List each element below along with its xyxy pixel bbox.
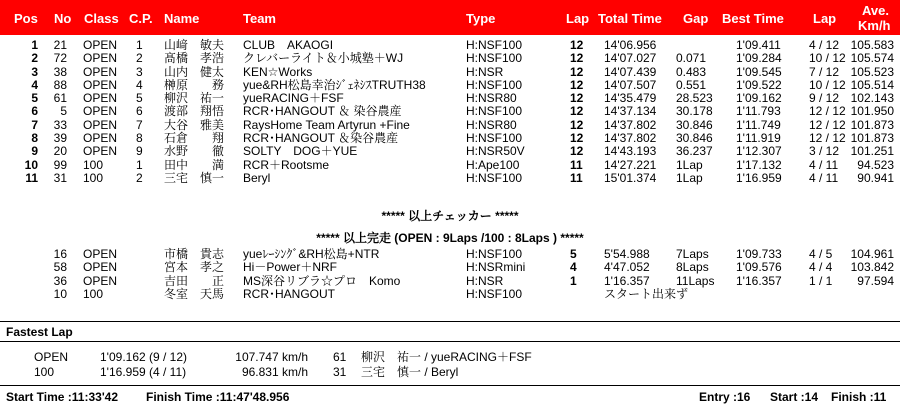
cell-cp: 4	[136, 77, 143, 92]
cell-total: スタート出来ず	[604, 286, 689, 301]
cell-total: 14'43.193	[604, 144, 657, 159]
cell-class: OPEN	[83, 117, 118, 132]
cell-lap: 12	[570, 131, 584, 146]
header-best-lap: Lap	[813, 11, 837, 26]
cell-best: 1'11.793	[736, 104, 781, 119]
fl-class: 100	[34, 365, 55, 379]
cell-name: 榊原 務	[164, 77, 225, 92]
cell-best-lap: 4 / 5	[809, 247, 833, 261]
cell-team: Beryl	[243, 170, 271, 185]
fl-speed: 96.831 km/h	[241, 365, 308, 379]
cell-gap: 28.523	[676, 91, 713, 106]
cell-lap: 12	[570, 77, 584, 92]
cell-best: 1'09.733	[736, 247, 782, 261]
cell-total: 14'07.027	[604, 51, 657, 66]
cell-team: RCR･HANGOUT ＆ 染谷農産	[243, 104, 402, 119]
cell-gap: 0.551	[676, 77, 707, 92]
table-row	[0, 159, 900, 172]
fl-time: 1'09.162 (9 / 12)	[100, 350, 188, 364]
cell-team: RCR＋Rootsme	[243, 157, 330, 172]
cell-class: OPEN	[83, 247, 118, 261]
table-row	[0, 105, 900, 118]
cell-best-lap: 12 / 12	[809, 131, 846, 146]
non-finishers-table	[0, 248, 900, 301]
cell-ave: 101.950	[850, 104, 894, 119]
cell-type: H:NSR50V	[466, 144, 525, 159]
table-row	[0, 52, 900, 65]
cell-ave: 101.873	[850, 131, 894, 146]
cell-name: 水野 徹	[164, 144, 225, 159]
cell-name: 大谷 雅美	[164, 117, 225, 132]
cell-ave: 105.574	[850, 51, 894, 66]
cell-ave: 90.941	[857, 170, 894, 185]
cell-class: OPEN	[83, 144, 118, 159]
start-time: Start Time :11:33'42	[6, 390, 119, 404]
cell-name: 渡部 翔悟	[164, 104, 225, 119]
cell-best: 1'17.132	[736, 157, 782, 172]
cell-ave: 105.523	[850, 64, 894, 79]
cell-type: H:NSR	[466, 64, 504, 79]
cell-pos: 9	[31, 144, 38, 159]
cell-class: 100	[83, 286, 104, 301]
cell-team: RCR･HANGOUT ＆染谷農産	[243, 131, 399, 146]
cell-no: 31	[53, 170, 67, 185]
finish-time: Finish Time :11:47'48.956	[146, 390, 290, 404]
cell-ave: 102.143	[850, 91, 894, 106]
cell-best: 1'09.576	[736, 260, 782, 275]
cell-type: H:NSF100	[466, 38, 523, 52]
cell-name: 吉田 正	[164, 273, 225, 288]
cell-type: H:NSR80	[466, 91, 517, 106]
cell-team: yueRACING＋FSF	[243, 91, 344, 106]
header-team: Team	[243, 11, 276, 26]
fastest-lap-row	[0, 365, 900, 379]
cell-type: H:Ape100	[466, 157, 520, 172]
cell-pos: 8	[31, 131, 38, 146]
cell-cp: 2	[136, 170, 143, 185]
header-gap: Gap	[683, 11, 709, 26]
cell-pos: 10	[24, 157, 38, 172]
cell-best: 1'11.919	[736, 131, 781, 146]
finish-count: Finish :11	[831, 390, 887, 404]
fl-time: 1'16.959 (4 / 11)	[100, 365, 187, 379]
cell-no: 58	[53, 260, 67, 275]
cell-best: 1'16.357	[736, 273, 782, 288]
cell-no: 88	[53, 77, 67, 92]
cell-ave: 94.523	[857, 157, 894, 172]
cell-no: 39	[53, 131, 67, 146]
cell-lap: 12	[570, 64, 584, 79]
cell-ave: 97.594	[857, 273, 894, 288]
cell-class: 100	[83, 157, 104, 172]
cell-gap: 7Laps	[676, 247, 709, 261]
cell-type: H:NSR80	[466, 117, 517, 132]
cell-cp: 1	[136, 157, 143, 172]
cell-name: 冬室 天馬	[164, 286, 225, 301]
header-total-time: Total Time	[598, 11, 662, 26]
cell-lap: 11	[570, 157, 583, 172]
cell-best: 1'09.522	[736, 77, 782, 92]
cell-total: 14'07.507	[604, 77, 657, 92]
fl-no: 61	[333, 350, 347, 364]
cell-cp: 1	[136, 38, 143, 52]
fl-speed: 107.747 km/h	[235, 350, 308, 364]
cell-best-lap: 10 / 12	[809, 51, 846, 66]
divider-top	[0, 321, 900, 322]
cell-total: 14'06.956	[604, 38, 657, 52]
cell-gap: 30.178	[676, 104, 713, 119]
cell-best-lap: 4 / 4	[809, 260, 833, 275]
cell-best-lap: 4 / 11	[809, 170, 839, 185]
cell-pos: 11	[25, 170, 38, 185]
cell-class: OPEN	[83, 38, 118, 52]
cell-gap: 30.846	[676, 117, 713, 132]
fl-rider: 柳沢 祐一 / yueRACING＋FSF	[361, 350, 532, 364]
cell-class: OPEN	[83, 77, 118, 92]
cell-lap: 12	[570, 117, 584, 132]
cell-team: SOLTY DOG＋YUE	[243, 144, 358, 159]
cell-lap: 12	[570, 51, 584, 66]
cell-team: RCR･HANGOUT	[243, 286, 335, 301]
cell-best-lap: 12 / 12	[809, 117, 846, 132]
cell-name: 宮本 孝之	[164, 260, 225, 275]
cell-type: H:NSF100	[466, 104, 523, 119]
cell-team: RaysHome Team Artyrun +Fine	[243, 117, 410, 132]
cell-cp: 2	[136, 51, 143, 66]
header-no: No	[54, 11, 72, 26]
cell-class: OPEN	[83, 104, 118, 119]
cell-pos: 3	[31, 64, 38, 79]
cell-type: H:NSF100	[466, 77, 523, 92]
cell-team: yue&RH松島幸治ｼﾞｪﾈｼｽTRUTH38	[243, 77, 426, 92]
fl-rider: 三宅 慎一 / Beryl	[361, 365, 459, 379]
entry-count: Entry :16	[699, 390, 751, 404]
divider-bottom	[0, 385, 900, 386]
header-class: Class	[84, 11, 119, 26]
cell-gap: 36.237	[676, 144, 713, 159]
footer	[0, 389, 900, 406]
cell-class: 100	[83, 170, 104, 185]
cell-name: 市橋 貴志	[164, 247, 225, 261]
header-type: Type	[466, 11, 496, 26]
cell-lap: 1	[570, 273, 577, 288]
cell-best: 1'09.545	[736, 64, 782, 79]
header-name: Name	[164, 11, 200, 26]
cell-best: 1'09.162	[736, 91, 782, 106]
cell-gap: 11Laps	[676, 273, 715, 288]
cell-cp: 6	[136, 104, 143, 119]
cell-gap: 8Laps	[676, 260, 709, 275]
header-pos: Pos	[14, 11, 38, 26]
cell-gap: 1Lap	[676, 170, 703, 185]
cell-gap: 0.071	[676, 51, 707, 66]
cell-name: 山﨑 敏夫	[164, 38, 225, 52]
fastest-lap-title: Fastest Lap	[6, 325, 73, 339]
cell-best-lap: 10 / 12	[809, 77, 846, 92]
cell-team: MS深谷リブラ☆プロ Komo	[243, 273, 401, 288]
cell-no: 10	[53, 286, 67, 301]
cell-type: H:NSR	[466, 273, 504, 288]
cell-type: H:NSF100	[466, 247, 523, 261]
cell-total: 14'07.439	[604, 64, 657, 79]
cell-gap: 1Lap	[676, 157, 703, 172]
table-row	[0, 172, 900, 185]
cell-ave: 101.873	[850, 117, 894, 132]
table-row	[0, 288, 900, 301]
checker-separator: ***** 以上チェッカー *****	[381, 209, 519, 223]
cell-no: 72	[53, 51, 67, 66]
cell-ave: 105.514	[850, 77, 894, 92]
cell-total: 14'27.221	[604, 157, 657, 172]
cell-type: H:NSF100	[466, 170, 523, 185]
divider-mid	[0, 341, 900, 342]
cell-no: 36	[53, 273, 67, 288]
cell-name: 柳沢 祐一	[164, 91, 225, 106]
cell-total: 14'37.802	[604, 131, 657, 146]
cell-best-lap: 9 / 12	[809, 91, 840, 106]
table-row	[0, 39, 900, 52]
cell-lap: 12	[570, 104, 584, 119]
cell-gap: 0.483	[676, 64, 707, 79]
table-row	[0, 92, 900, 105]
cell-team: KEN☆Works	[243, 64, 313, 79]
cell-team: yueﾚｰｼﾝｸﾞ&RH松島+NTR	[243, 247, 380, 261]
cell-name: 三宅 慎一	[164, 170, 225, 185]
table-row	[0, 145, 900, 158]
cell-total: 14'37.802	[604, 117, 657, 132]
cell-best: 1'11.749	[736, 117, 781, 132]
cell-cp: 5	[136, 91, 143, 106]
cell-ave: 105.583	[850, 38, 894, 52]
cell-class: OPEN	[83, 131, 118, 146]
cell-pos: 7	[31, 117, 38, 132]
cell-lap: 5	[570, 247, 577, 261]
cell-pos: 2	[31, 51, 38, 66]
cell-best: 1'16.959	[736, 170, 782, 185]
cell-best: 1'09.411	[736, 38, 781, 52]
cell-best-lap: 4 / 12	[809, 38, 840, 52]
cell-type: H:NSF100	[466, 131, 523, 146]
cell-best-lap: 1 / 1	[809, 273, 833, 288]
cell-total: 14'35.479	[604, 91, 657, 106]
cell-no: 99	[53, 157, 67, 172]
cell-best-lap: 12 / 12	[809, 104, 846, 119]
cell-lap: 12	[570, 144, 584, 159]
fl-class: OPEN	[34, 350, 69, 364]
cell-team: CLUB AKAOGI	[243, 38, 334, 52]
fl-no: 31	[333, 365, 347, 379]
cell-gap: 30.846	[676, 131, 713, 146]
cell-ave: 101.251	[850, 144, 894, 159]
cell-team: クレバーライト＆小城塾＋WJ	[243, 51, 404, 66]
cell-total: 4'47.052	[604, 260, 650, 275]
cell-lap: 12	[570, 38, 584, 52]
cell-cp: 7	[136, 117, 143, 132]
cell-no: 61	[53, 91, 67, 106]
cell-total: 15'01.374	[604, 170, 657, 185]
cell-no: 38	[53, 64, 67, 79]
table-row	[0, 132, 900, 145]
table-row	[0, 261, 900, 274]
start-count: Start :14	[770, 390, 819, 404]
cell-no: 5	[60, 104, 67, 119]
header-best-time: Best Time	[722, 11, 784, 26]
cell-class: OPEN	[83, 51, 118, 66]
cell-best-lap: 4 / 11	[809, 157, 839, 172]
cell-ave: 103.842	[850, 260, 894, 275]
header-cp: C.P.	[129, 11, 153, 26]
header-ave-line1: Ave.	[862, 3, 889, 18]
cell-type: H:NSRmini	[466, 260, 526, 275]
cell-lap: 4	[570, 260, 577, 275]
cell-no: 21	[53, 38, 67, 52]
cell-class: OPEN	[83, 64, 118, 79]
table-row	[0, 119, 900, 132]
cell-cp: 8	[136, 131, 143, 146]
cell-best-lap: 7 / 12	[809, 64, 840, 79]
cell-best-lap: 3 / 12	[809, 144, 840, 159]
table-row	[0, 248, 900, 261]
cell-ave: 104.961	[850, 247, 894, 261]
results-header	[0, 0, 900, 35]
header-lap: Lap	[566, 11, 590, 26]
cell-type: H:NSF100	[466, 286, 523, 301]
cell-pos: 4	[31, 77, 38, 92]
cell-pos: 1	[31, 38, 38, 52]
fastest-lap-row	[0, 350, 900, 364]
cell-name: 石倉 翔	[164, 131, 225, 146]
header-ave-line2: Km/h	[858, 18, 891, 33]
cell-team: Hi－Power＋NRF	[243, 260, 338, 275]
table-row	[0, 66, 900, 79]
cell-best: 1'12.307	[736, 144, 782, 159]
cell-pos: 6	[31, 104, 38, 119]
cell-class: OPEN	[83, 273, 118, 288]
cell-best: 1'09.284	[736, 51, 782, 66]
cell-pos: 5	[31, 91, 38, 106]
table-row	[0, 275, 900, 288]
cell-class: OPEN	[83, 260, 118, 275]
cell-name: 山内 健太	[164, 64, 225, 79]
cell-total: 1'16.357	[604, 273, 650, 288]
cell-total: 14'37.134	[604, 104, 657, 119]
finish-separator: ***** 以上完走 (OPEN : 9Laps /100 : 8Laps ) *****	[316, 231, 584, 245]
cell-lap: 12	[570, 91, 584, 106]
table-row	[0, 79, 900, 92]
cell-name: 髙橋 孝浩	[164, 51, 225, 66]
cell-total: 5'54.988	[604, 247, 650, 261]
cell-type: H:NSF100	[466, 51, 523, 66]
cell-cp: 9	[136, 144, 143, 159]
cell-no: 33	[53, 117, 67, 132]
cell-no: 16	[53, 247, 67, 261]
results-table	[0, 39, 900, 185]
cell-no: 20	[53, 144, 67, 159]
cell-name: 田中 満	[164, 157, 225, 172]
cell-class: OPEN	[83, 91, 118, 106]
cell-lap: 11	[570, 170, 583, 185]
cell-cp: 3	[136, 64, 143, 79]
